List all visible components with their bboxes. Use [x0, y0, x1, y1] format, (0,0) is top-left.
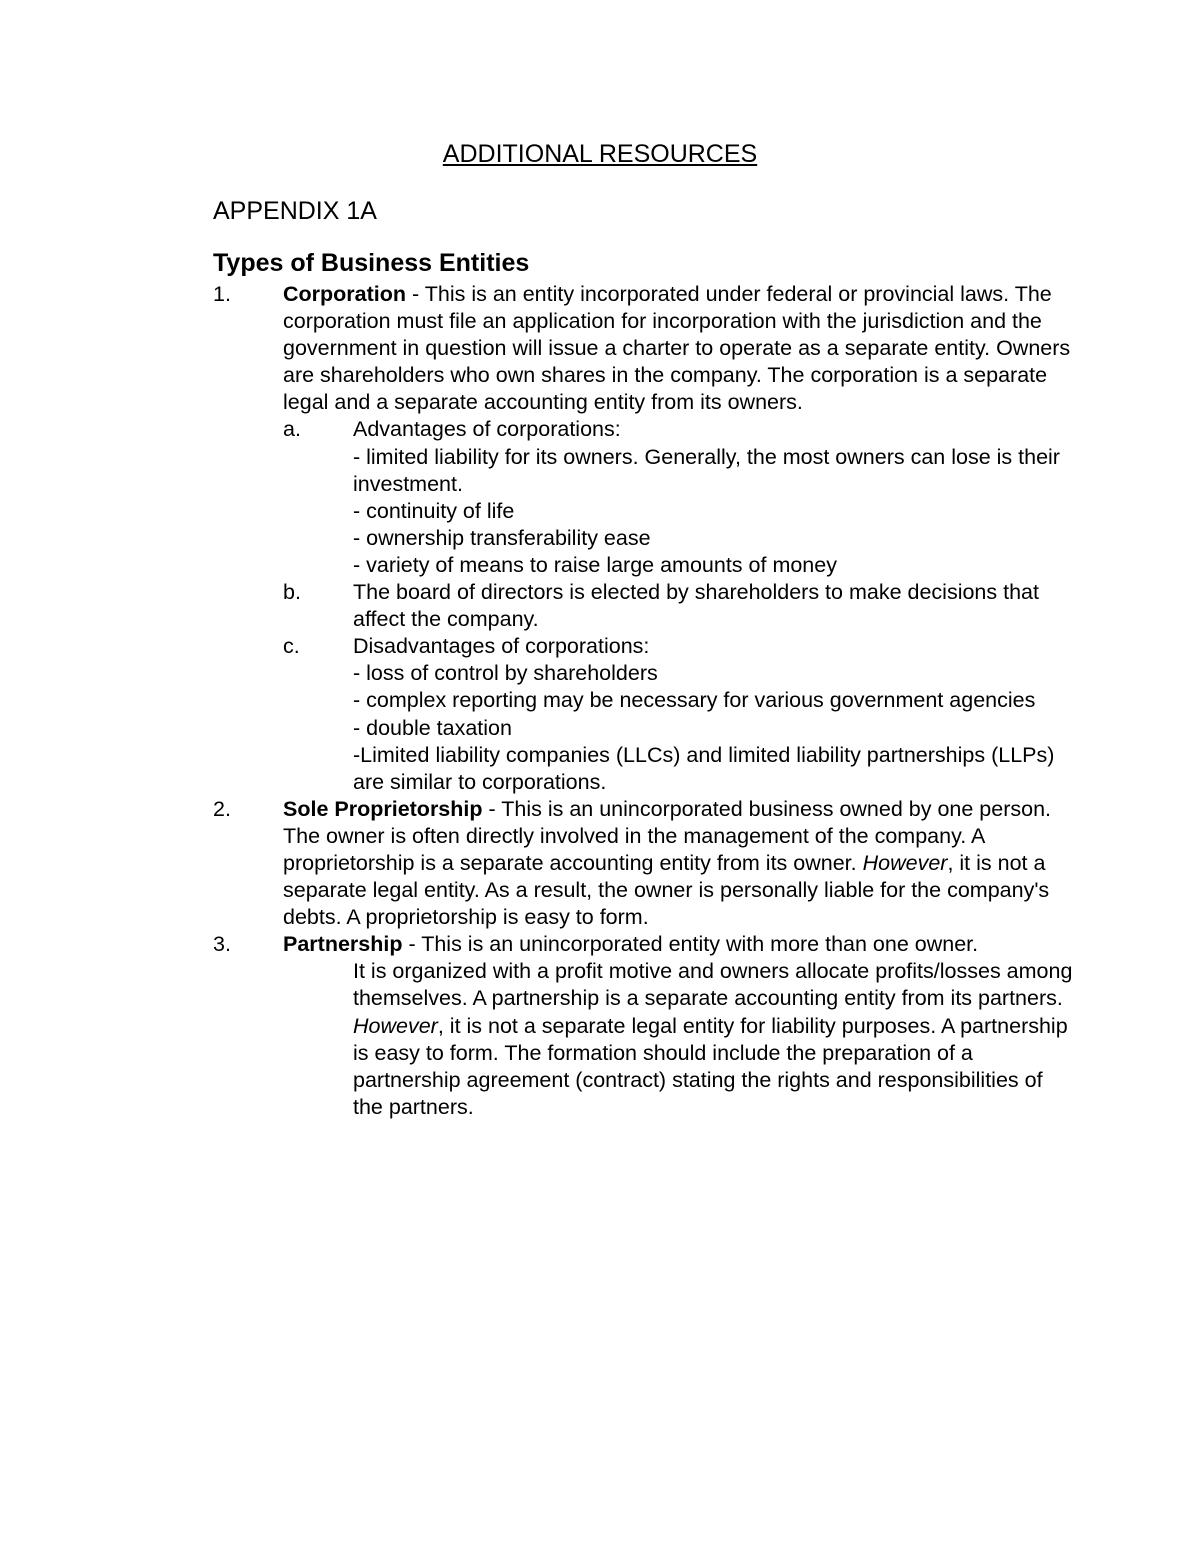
item-text-indented — [353, 958, 1073, 1121]
list-number: 2. — [213, 796, 231, 821]
item-term: Sole Proprietorship — [283, 796, 483, 821]
item-term: Corporation — [283, 282, 407, 306]
sublist-text — [353, 416, 1073, 579]
item-emphasis: However — [353, 1013, 438, 1038]
document-body — [213, 281, 1073, 1121]
item-description: It is organized with a profit motive and owners allocate profits/losses among themselves. A partnership is a separate accounting entity from its partners. — [353, 959, 1073, 1011]
sublist-line: Advantages of corporations: — [353, 417, 621, 442]
sublist-line: - double taxation — [353, 715, 512, 740]
item-emphasis: However — [862, 850, 948, 875]
sublist-line: - variety of means to raise large amounts of money — [353, 552, 837, 577]
item-description: - This is an unincorporated business owned by one person. The owner is often directly involved in the management of the company. A proprietorship is a separate accounting entity from its owner. — [283, 796, 1052, 875]
sublist-line: - ownership transferability ease — [353, 525, 651, 550]
sublist-item-c — [213, 633, 1073, 796]
list-number: 1. — [213, 282, 231, 306]
section-title: Types of Business Entities — [213, 249, 530, 277]
sublist-line: -Limited liability companies (LLCs) and limited liability partnerships (LLPs) are similar to corporations. — [353, 742, 1055, 794]
sublist-line: - complex reporting may be necessary for various government agencies — [353, 688, 1036, 713]
sublist-text — [353, 579, 1073, 633]
list-item-corporation — [213, 281, 1073, 796]
list-number: 3. — [213, 932, 231, 957]
item-description-cont: , it is not a separate legal entity for liability purposes. A partnership is easy to form. The formation should include the preparation of a partnership agreement (contract) stating the rights and responsibilities of the partners. — [353, 1013, 1068, 1119]
sublist-label: a. — [283, 417, 301, 442]
item-term: Partnership — [283, 932, 403, 957]
document-title: ADDITIONAL RESOURCES — [442, 140, 758, 168]
sublist-label: c. — [283, 634, 300, 659]
item-text — [283, 281, 1073, 416]
sublist-label: b. — [283, 580, 301, 605]
appendix-heading: APPENDIX 1A — [213, 197, 377, 225]
item-description: - This is an unincorporated entity with more than one owner. — [402, 932, 979, 957]
list-item-sole-proprietorship — [213, 796, 1073, 931]
item-text — [283, 931, 1073, 958]
sublist-line: - loss of control by shareholders — [353, 661, 658, 686]
sublist-line: The board of directors is elected by shareholders to make decisions that affect the company. — [353, 580, 1039, 632]
sublist-item-a — [213, 416, 1073, 579]
item-description: - This is an entity incorporated under federal or provincial laws. The corporation must file an application for incorporation with the jurisdiction and the government in question will issue a charter to operate as a separate entity. Owners are shareholders who own shares in the company. The corporation is a separate legal and a separate accounting entity from its owners. — [283, 282, 1071, 415]
sublist-text — [353, 633, 1073, 796]
list-item-partnership — [213, 931, 1073, 1121]
item-text — [283, 796, 1073, 931]
sublist-item-b — [213, 579, 1073, 633]
sublist-line: - continuity of life — [353, 498, 515, 523]
sublist-line: - limited liability for its owners. Generally, the most owners can lose is their investment. — [353, 444, 1060, 496]
item-description-cont: , it is not a separate legal entity. As a result, the owner is personally liable for the company's debts. A proprietorship is easy to form. — [283, 850, 1050, 930]
sublist-line: Disadvantages of corporations: — [353, 634, 650, 659]
